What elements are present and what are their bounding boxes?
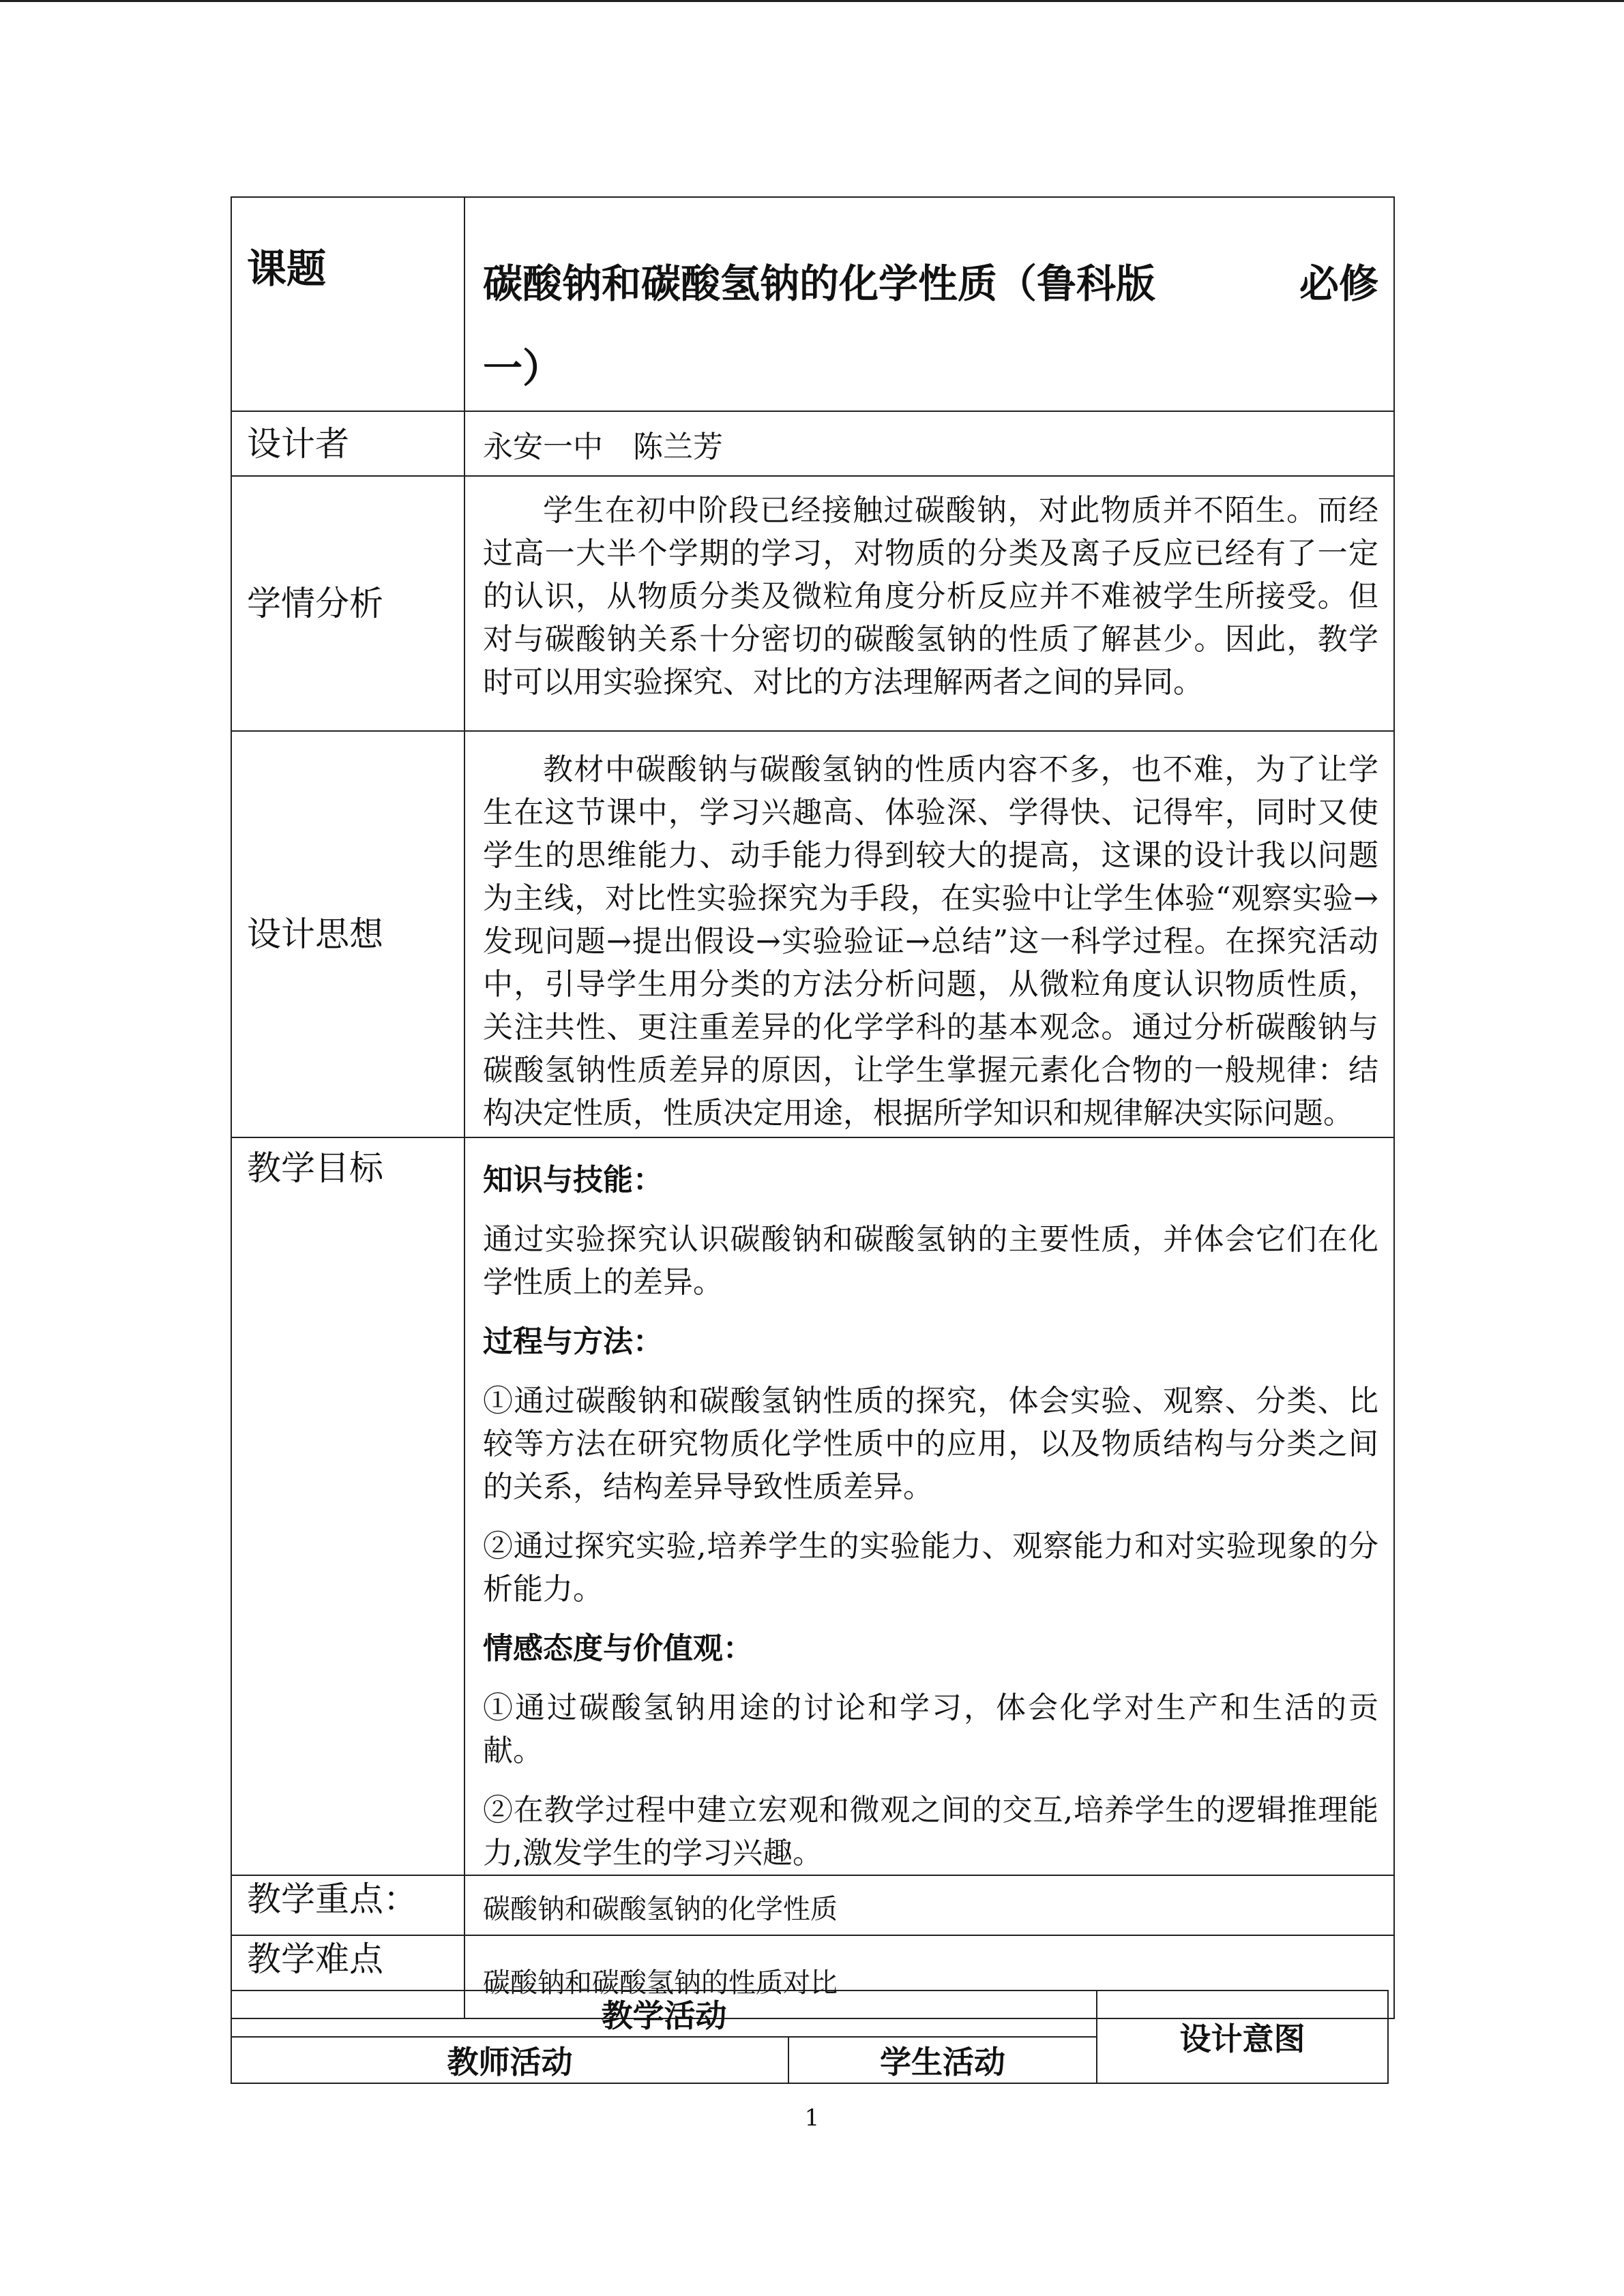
lesson-title-main: 碳酸钠和碳酸氢钠的化学性质（鲁科版 <box>483 260 1156 307</box>
topic-label: 课题 <box>247 245 327 292</box>
design-idea-label: 设计思想 <box>247 914 383 954</box>
lesson-title-continued: 一） <box>483 345 563 391</box>
key-point-label: 教学重点： <box>247 1879 417 1919</box>
lesson-info-table <box>231 196 1395 2019</box>
objectives-content <box>465 1138 1393 1875</box>
topic-value-cell <box>464 197 1394 411</box>
emotion-item-2: ②在教学过程中建立宏观和微观之间的交互,培养学生的逻辑推理能力,激发学生的学习兴趣。 <box>483 1793 1378 1870</box>
key-point-value: 碳酸钠和碳酸氢钠的化学性质 <box>483 1894 838 1925</box>
key-point-row <box>231 1875 1394 1935</box>
difficult-point-value: 碳酸钠和碳酸氢钠的性质对比 <box>483 1967 838 1999</box>
design-idea-value-cell <box>464 731 1394 1137</box>
topic-row <box>231 197 1394 411</box>
knowledge-text: 通过实验探究认识碳酸钠和碳酸氢钠的主要性质，并体会它们在化学性质上的差异。 <box>483 1222 1378 1300</box>
teacher-activity-header: 教师活动 <box>231 2037 788 2083</box>
emotion-item-1: ①通过碳酸氢钠用途的讨论和学习，体会化学对生产和生活的贡献。 <box>483 1690 1378 1768</box>
teaching-activity-header: 教学活动 <box>231 1991 1097 2037</box>
lesson-title-edition: 必修 <box>1299 260 1378 307</box>
page-top-border <box>0 0 1624 2</box>
learning-analysis-row <box>231 476 1394 731</box>
process-heading: 过程与方法： <box>483 1324 663 1359</box>
designer-value-cell <box>464 411 1394 476</box>
student-activity-header: 学生活动 <box>788 2037 1097 2083</box>
design-idea-label-cell <box>231 731 464 1137</box>
key-point-label-cell <box>231 1875 464 1935</box>
difficult-point-label: 教学难点 <box>247 1939 383 1979</box>
design-idea-row <box>231 731 1394 1137</box>
designer-row <box>231 411 1394 476</box>
objectives-row <box>231 1137 1394 1875</box>
objectives-label-cell <box>231 1137 464 1875</box>
designer-label: 设计者 <box>247 423 349 464</box>
objectives-value-cell <box>464 1137 1394 1875</box>
learning-analysis-text: 学生在初中阶段已经接触过碳酸钠，对此物质并不陌生。而经过高一大半个学期的学习，对物质的分类及离子反应已经有了一定的认识，从物质分类及微粒角度分析反应并不难被学生所接受。但对与碳酸钠关系十分密切的碳酸氢钠的性质了解甚少。因此，教学时可以用实验探究、对比的方法理解两者之间的异同。 <box>483 493 1378 700</box>
activity-table <box>231 1990 1389 2084</box>
designer-label-cell <box>231 411 464 476</box>
learning-analysis-label: 学情分析 <box>247 584 383 623</box>
designer-value: 永安一中 陈兰芳 <box>483 429 723 464</box>
design-intent-header: 设计意图 <box>1097 1991 1388 2083</box>
process-item-2: ②通过探究实验,培养学生的实验能力、观察能力和对实验现象的分析能力。 <box>483 1529 1378 1607</box>
learning-analysis-value-cell <box>464 476 1394 731</box>
topic-label-cell <box>231 197 464 411</box>
learning-analysis-label-cell <box>231 476 464 731</box>
page-number: 1 <box>804 2104 820 2132</box>
process-item-1: ①通过碳酸钠和碳酸氢钠性质的探究，体会实验、观察、分类、比较等方法在研究物质化学性质中的应用，以及物质结构与分类之间的关系，结构差异导致性质差异。 <box>483 1384 1378 1504</box>
design-idea-text: 教材中碳酸钠与碳酸氢钠的性质内容不多，也不难，为了让学生在这节课中，学习兴趣高、体验深、学得快、记得牢，同时又使学生的思维能力、动手能力得到较大的提高，这课的设计我以问题为主线，对比性实验探究为手段，在实验中让学生体验“观察实验→发现问题→提出假设→实验验证→总结”这一科学过程。在探究活动中，引导学生用分类的方法分析问题，从微粒角度认识物质性质，关注共性、更注重差异的化学学科的基本观念。通过分析碳酸钠与碳酸氢钠性质差异的原因，让学生掌握元素化合物的一般规律：结构决定性质，性质决定用途，根据所学知识和规律解决实际问题。 <box>483 752 1378 1131</box>
lesson-title <box>465 198 1393 411</box>
emotion-heading: 情感态度与价值观： <box>483 1631 753 1666</box>
objectives-label: 教学目标 <box>247 1148 383 1188</box>
key-point-value-cell <box>464 1875 1394 1935</box>
knowledge-heading: 知识与技能： <box>483 1163 663 1197</box>
